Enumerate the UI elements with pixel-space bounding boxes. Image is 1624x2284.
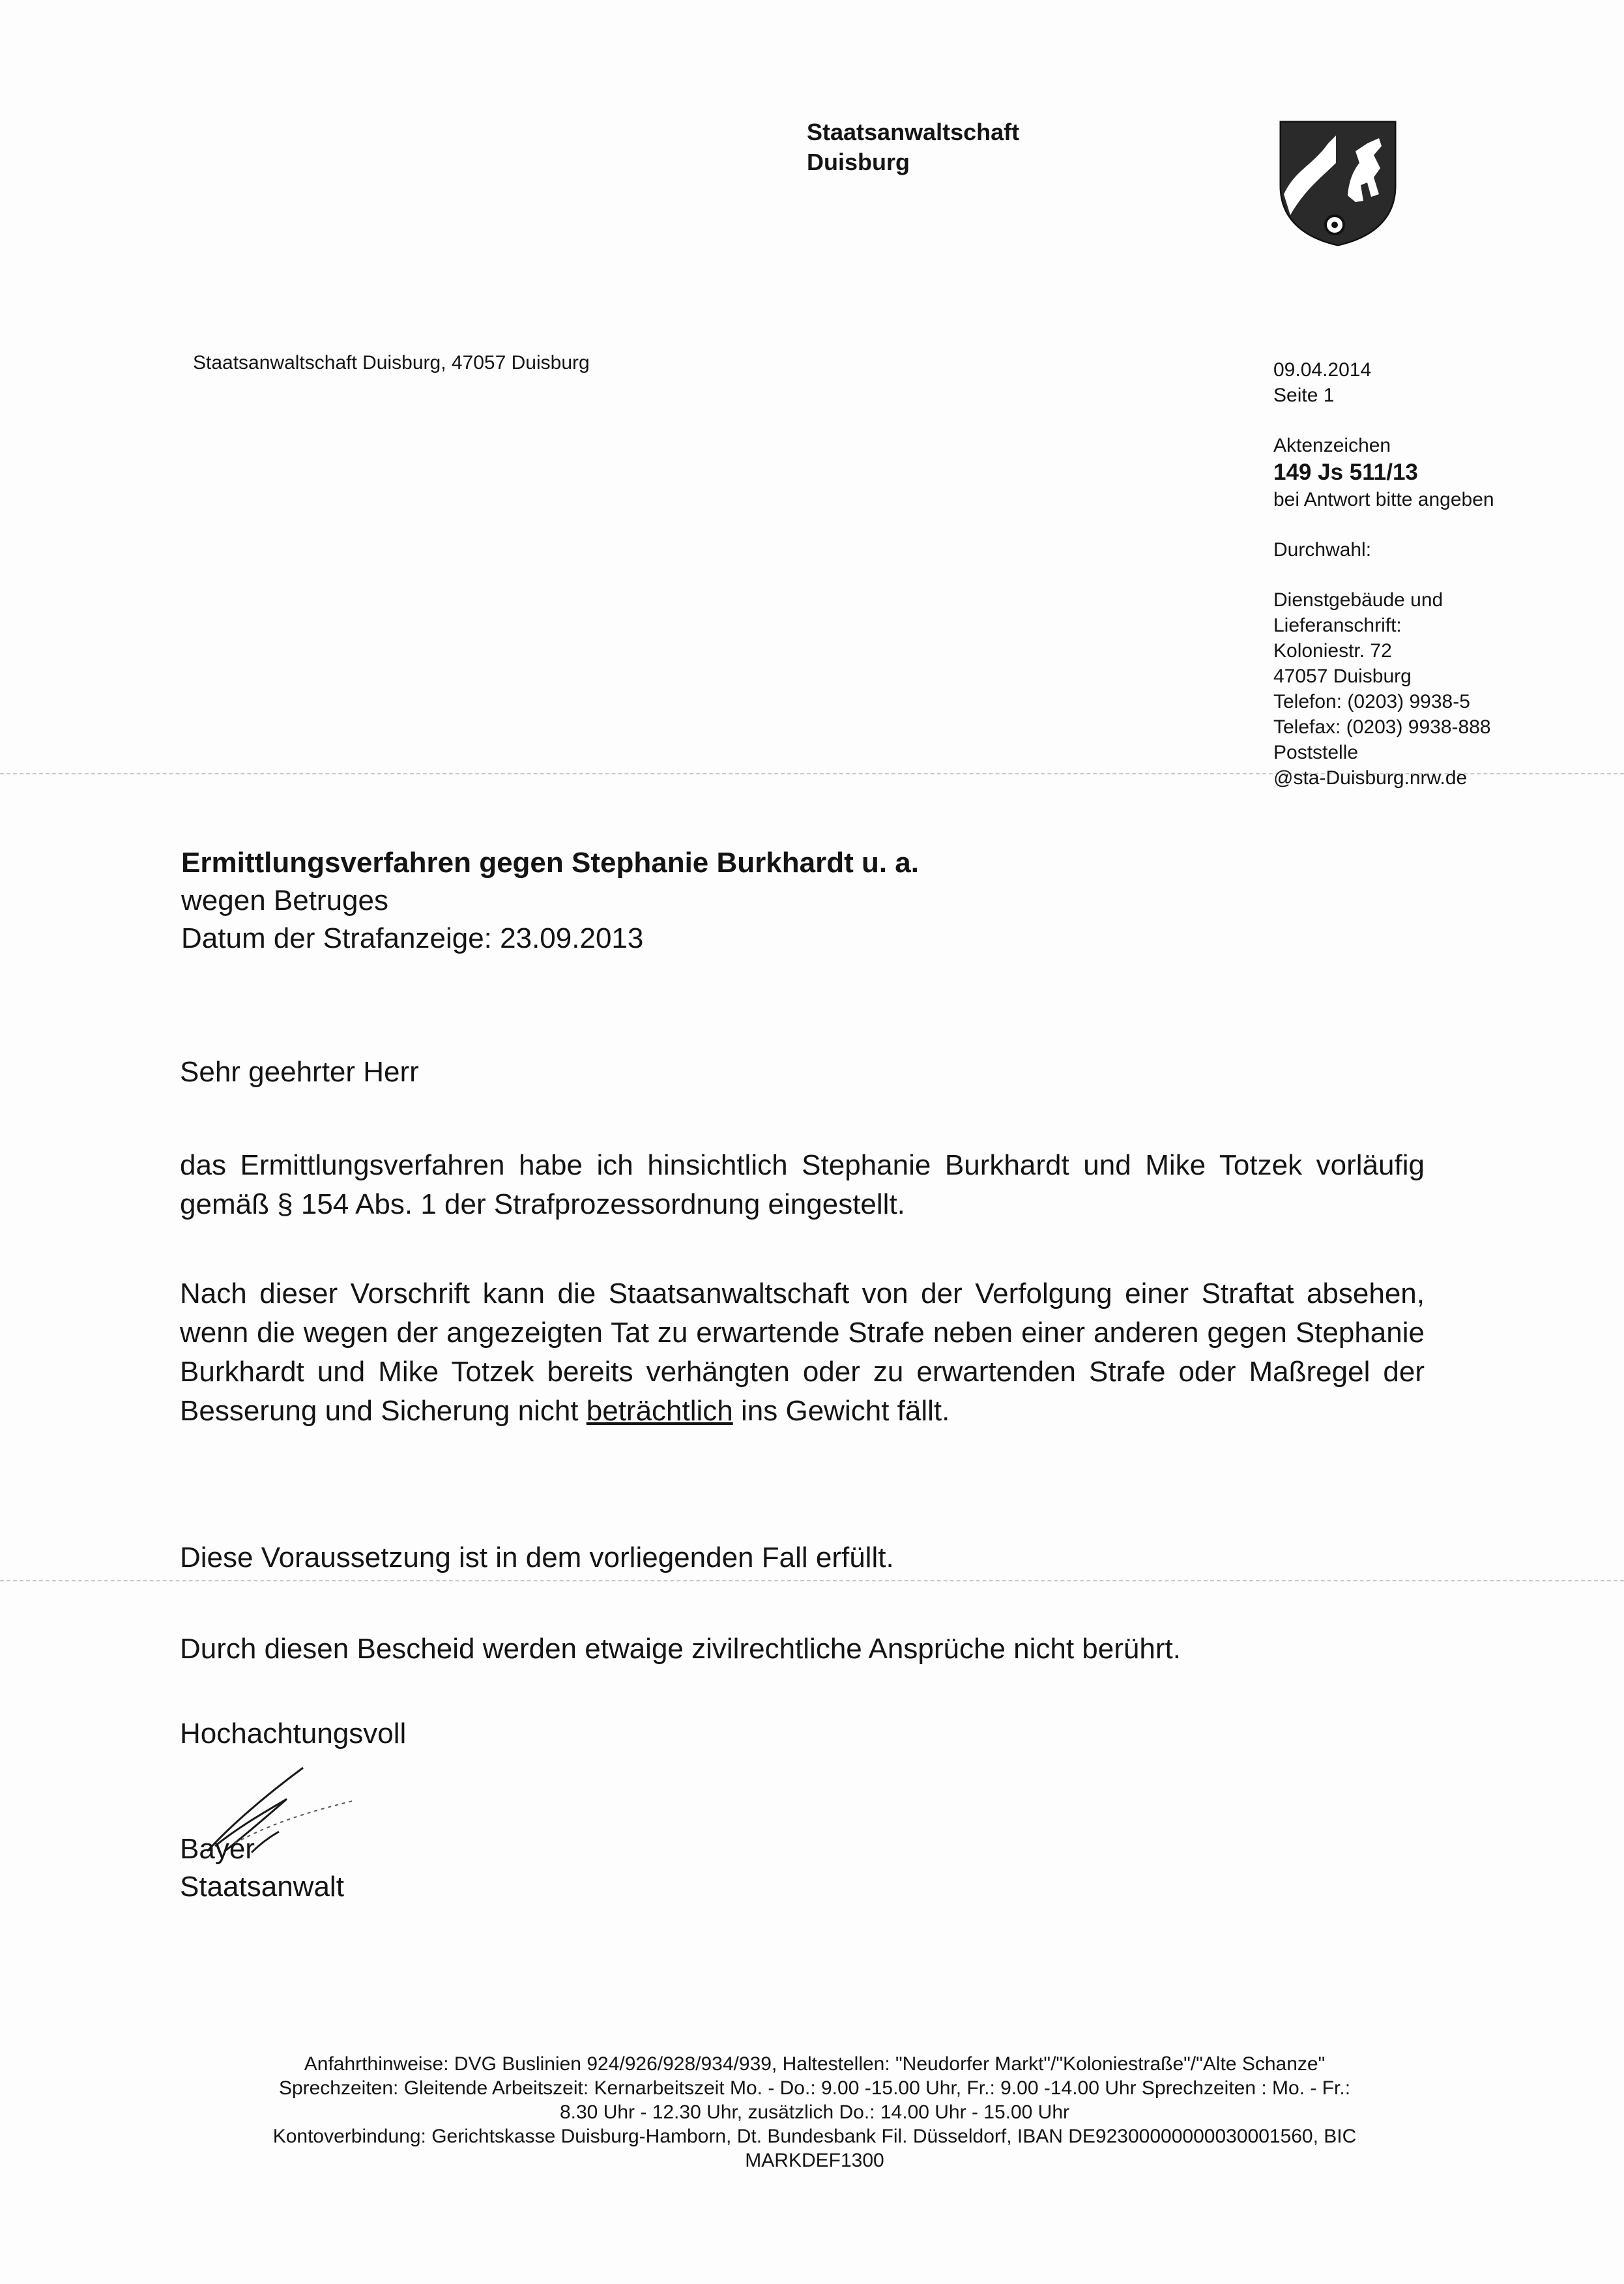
salutation: Sehr geehrter Herr [180,1056,419,1088]
closing: Hochachtungsvoll [180,1718,407,1750]
return-address: Staatsanwaltschaft Duisburg, 47057 Duisburg [193,352,590,373]
direct-dial-label: Durchwahl: [1273,539,1372,561]
footer [130,2052,1499,2173]
paragraph-4: Durch diesen Bescheid werden etwaige zivilrechtliche Ansprüche nicht berührt. [180,1633,1181,1665]
file-ref-label: Aktenzeichen [1273,435,1391,456]
letter-date: 09.04.2014 [1273,359,1372,381]
underlined-word: beträchtlich [586,1395,733,1427]
footer-hours-1: Sprechzeiten: Gleitende Arbeitszeit: Kernarbeitszeit Mo. - Do.: 9.00 -15.00 Uhr, Fr.: 9.00 -14.00 Uhr Sprechzeiten : Mo. - Fr.: [278,2077,1351,2099]
subject-report-date: Datum der Strafanzeige: 23.09.2013 [181,922,644,954]
paragraph-2-text: Nach dieser Vorschrift kann die Staatsanwaltschaft von der Verfolgung einer Straftat absehen, wenn die wegen der angezeigten Tat zu erwartende Strafe neben einer anderen gegen Stephanie Burkhardt und Mike Totzek bereits verhängten oder zu erwartenden Strafe oder Maßregel der Besserung und Sicherung nicht [180,1278,1425,1427]
phone: Telefon: (0203) 9938-5 [1273,691,1470,712]
street: Koloniestr. 72 [1273,640,1392,662]
signer-name: Bayer [180,1833,255,1865]
paragraph-2 [180,1274,1425,1431]
sender-line-2: Duisburg [807,149,910,175]
sender-line-1: Staatsanwaltschaft [807,119,1020,145]
footer-bank-1: Kontoverbindung: Gerichtskasse Duisburg-Hamborn, Dt. Bundesbank Fil. Düsseldorf, IBAN DE92300000000030001560, BIC [272,2126,1357,2147]
signer-block [180,1830,344,1906]
address-label-2: Lieferanschrift: [1273,615,1402,636]
footer-hours-2: 8.30 Uhr - 12.30 Uhr, zusätzlich Do.: 14.00 Uhr - 15.00 Uhr [559,2101,1070,2123]
sender-block [807,117,1019,177]
info-block [1273,357,1599,791]
file-ref-note: bei Antwort bitte angeben [1273,489,1494,510]
paragraph-2-end: ins Gewicht fällt. [741,1395,950,1427]
mail-address: @sta-Duisburg.nrw.de [1273,767,1468,789]
footer-bank-2: MARKDEF1300 [745,2150,884,2171]
subject-block [181,844,1485,958]
nrw-coat-of-arms-icon [1276,117,1400,248]
fax: Telefax: (0203) 9938-888 [1273,716,1491,738]
page-number: Seite 1 [1273,385,1335,406]
footer-directions: Anfahrthinweise: DVG Buslinien 924/926/928/934/939, Haltestellen: "Neudorfer Markt"/"Koloniestraße"/"Alte Schanze" [304,2053,1326,2075]
city: 47057 Duisburg [1273,666,1412,687]
fold-line-bottom [0,1580,1624,1581]
file-ref: 149 Js 511/13 [1273,460,1418,485]
subject-reason: wegen Betruges [181,885,388,916]
address-label-1: Dienstgebäude und [1273,589,1443,611]
signer-role: Staatsanwalt [180,1871,344,1903]
mail-label: Poststelle [1273,742,1359,763]
subject-title: Ermittlungsverfahren gegen Stephanie Burkhardt u. a. [181,847,919,879]
paragraph-3: Diese Voraussetzung ist in dem vorliegenden Fall erfüllt. [180,1542,894,1574]
paragraph-1: das Ermittlungsverfahren habe ich hinsichtlich Stephanie Burkhardt und Mike Totzek vorläufig gemäß § 154 Abs. 1 der Strafprozessordnung eingestellt. [180,1149,1425,1220]
